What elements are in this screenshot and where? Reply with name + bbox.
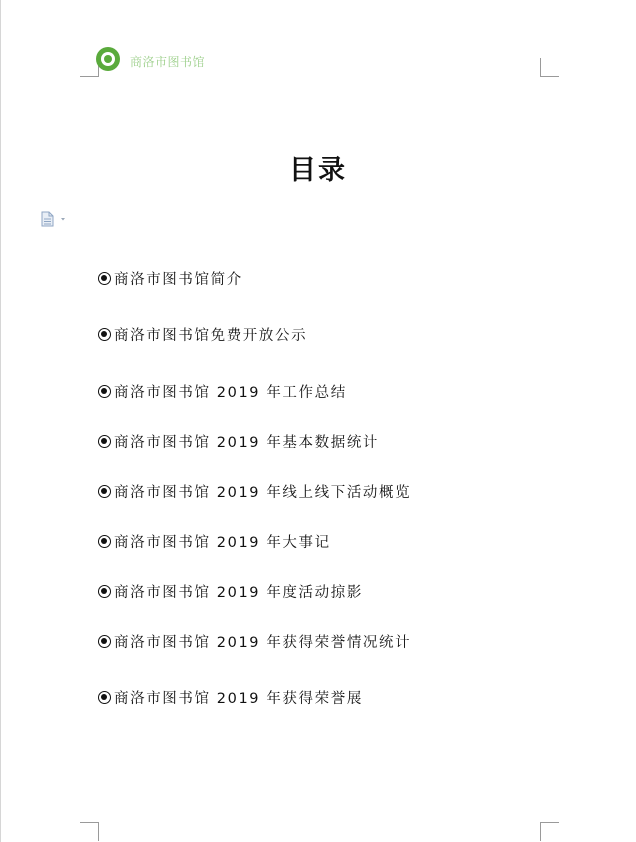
toc-item-label: 商洛市图书馆 2019 年获得荣誉情况统计 [114, 635, 412, 651]
bullet-icon [98, 328, 111, 341]
toc-item[interactable] [98, 631, 411, 652]
page-header [96, 46, 205, 72]
bullet-icon [98, 272, 111, 285]
header-library-name: 商洛市图书馆 [130, 54, 206, 69]
library-logo-icon [96, 47, 120, 71]
toc-item[interactable] [98, 324, 307, 345]
toc-item-label: 商洛市图书馆简介 [114, 272, 243, 288]
toc-item-label: 商洛市图书馆 2019 年获得荣誉展 [114, 691, 363, 707]
crop-mark-bottom-right [540, 822, 559, 841]
toc-item-label: 商洛市图书馆 2019 年工作总结 [114, 385, 347, 401]
bullet-icon [98, 385, 111, 398]
crop-mark-top-right [540, 58, 559, 77]
toc-item[interactable] [98, 687, 363, 708]
toc-item[interactable] [98, 381, 347, 402]
toc-item-label: 商洛市图书馆 2019 年度活动掠影 [114, 585, 363, 601]
bullet-icon [98, 585, 111, 598]
document-dropdown-icon[interactable] [41, 211, 71, 227]
bullet-icon [98, 535, 111, 548]
page-left-edge [0, 0, 1, 842]
toc-item[interactable] [98, 481, 411, 502]
bullet-icon [98, 485, 111, 498]
toc-item-label: 商洛市图书馆 2019 年基本数据统计 [114, 435, 380, 451]
toc-item[interactable] [98, 431, 379, 452]
bullet-icon [98, 435, 111, 448]
bullet-icon [98, 635, 111, 648]
page-title: 目录 [289, 155, 347, 186]
bullet-icon [98, 691, 111, 704]
toc-item[interactable] [98, 581, 363, 602]
toc-item-label: 商洛市图书馆 2019 年大事记 [114, 535, 331, 551]
toc-item-label: 商洛市图书馆免费开放公示 [114, 328, 308, 344]
toc-item[interactable] [98, 531, 331, 552]
toc-item[interactable] [98, 268, 243, 289]
crop-mark-bottom-left [80, 822, 99, 841]
toc-item-label: 商洛市图书馆 2019 年线上线下活动概览 [114, 485, 412, 501]
